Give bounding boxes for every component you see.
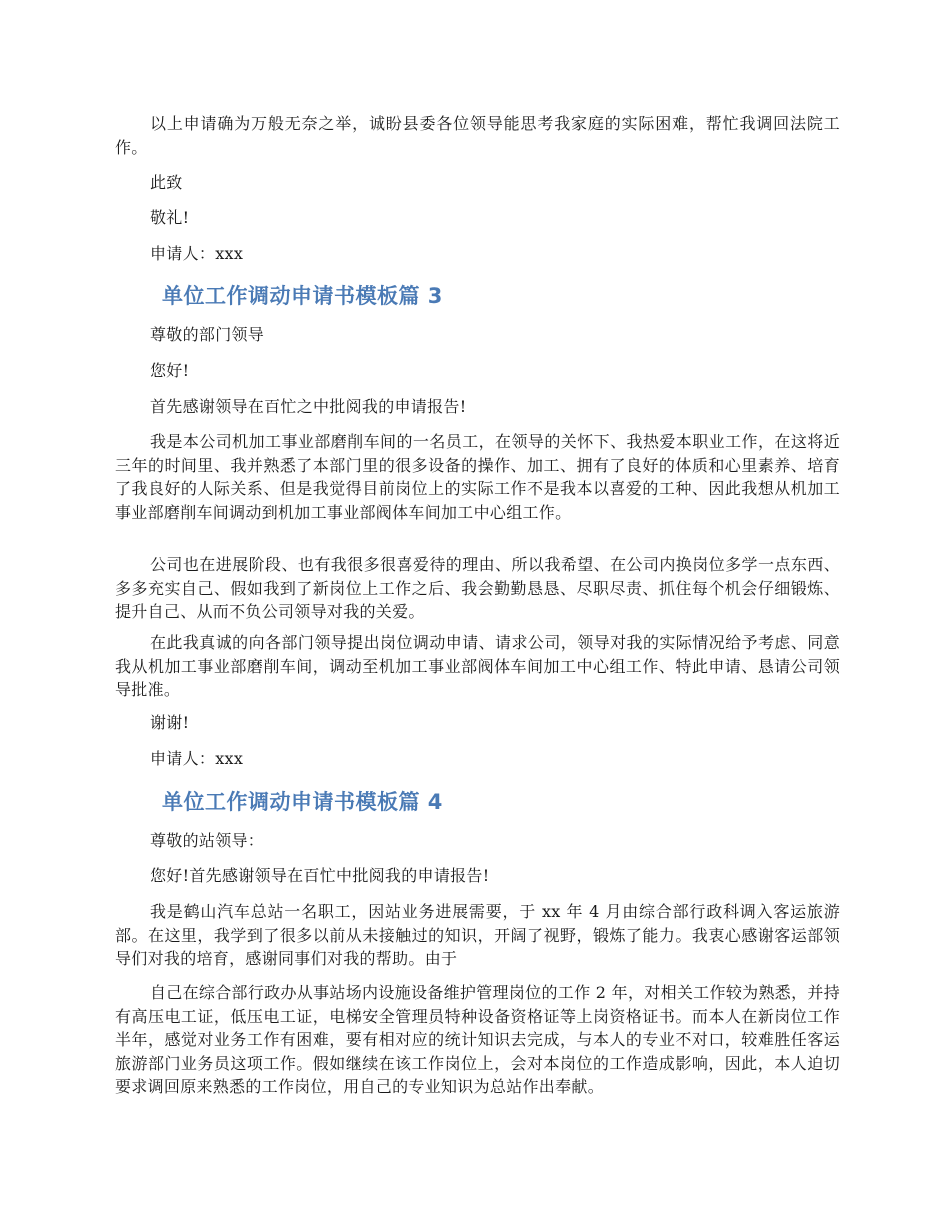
greeting-hello: 您好! <box>150 361 190 380</box>
paragraph-background: 我是鹤山汽车总站一名职工，因站业务进展需要，于 xx 年 4 月由综合部行政科调入客运旅游部。在这里，我学到了很多以前从未接触过的知识，开阔了视野，锻炼了能力。我衷心感谢客运部领导们对我的培育，感谢同事们对我的帮助。由于 <box>115 902 840 968</box>
section-heading-3: 单位工作调动申请书模板篇 3 <box>162 284 443 308</box>
salutation-jingli: 敬礼! <box>150 208 190 227</box>
paragraph-thanks: 首先感谢领导在百忙之中批阅我的申请报告! <box>150 397 467 416</box>
paragraph-formal-request: 在此我真诚的向各部门领导提出岗位调动申请、请求公司，领导对我的实际情况给予考虑、同意我从机加工事业部磨削车间，调动至机加工事业部阀体车间加工中心组工作、特此申请、恳请公司领导批准。 <box>115 633 840 699</box>
greeting-station-leader: 尊敬的站领导： <box>150 831 265 850</box>
paragraph-reason: 公司也在进展阶段、也有我很多很喜爱待的理由、所以我希望、在公司内换岗位多学一点东西、多多充实自己、假如我到了新岗位上工作之后、我会勤勤恳恳、尽职尽责、抓住每个机会仔细锻炼、提升自己、从而不负公司领导对我的关爱。 <box>115 555 840 621</box>
greeting-department-leader: 尊敬的部门领导 <box>150 325 265 344</box>
closing-thanks: 谢谢! <box>150 713 190 732</box>
section-heading-4: 单位工作调动申请书模板篇 4 <box>162 790 443 814</box>
salutation-cizhi: 此致 <box>150 173 183 192</box>
paragraph-request-closing: 以上申请确为万般无奈之举，诚盼县委各位领导能思考我家庭的实际困难，帮忙我调回法院工作。 <box>115 114 840 157</box>
applicant-signature: 申请人：xxx <box>150 244 244 263</box>
applicant-signature: 申请人：xxx <box>150 749 244 768</box>
paragraph-hello-thanks: 您好!首先感谢领导在百忙中批阅我的申请报告! <box>150 866 490 885</box>
paragraph-self-intro: 我是本公司机加工事业部磨削车间的一名员工，在领导的关怀下、我热爱本职业工作，在这将近三年的时间里、我并熟悉了本部门里的很多设备的操作、加工、拥有了良好的体质和心里素养、培育了我良好的人际关系、但是我觉得目前岗位上的实际工作不是我本以喜爱的工种、因此我想从机加工事业部磨削车间调动到机加工事业部阀体车间加工中心组工作。 <box>115 432 840 522</box>
paragraph-transfer-reason: 自己在综合部行政办从事站场内设施设备维护管理岗位的工作 2 年，对相关工作较为熟悉，并持有高压电工证，低压电工证，电梯安全管理员特种设备资格证等上岗资格证书。而本人在新岗位工作半年，感觉对业务工作有困难，要有相对应的统计知识去完成，与本人的专业不对口，较难胜任客运旅游部门业务员这项工作。假如继续在该工作岗位上，会对本岗位的工作造成影响，因此，本人迫切要求调回原来熟悉的工作岗位，用自己的专业知识为总站作出奉献。 <box>115 983 840 1096</box>
